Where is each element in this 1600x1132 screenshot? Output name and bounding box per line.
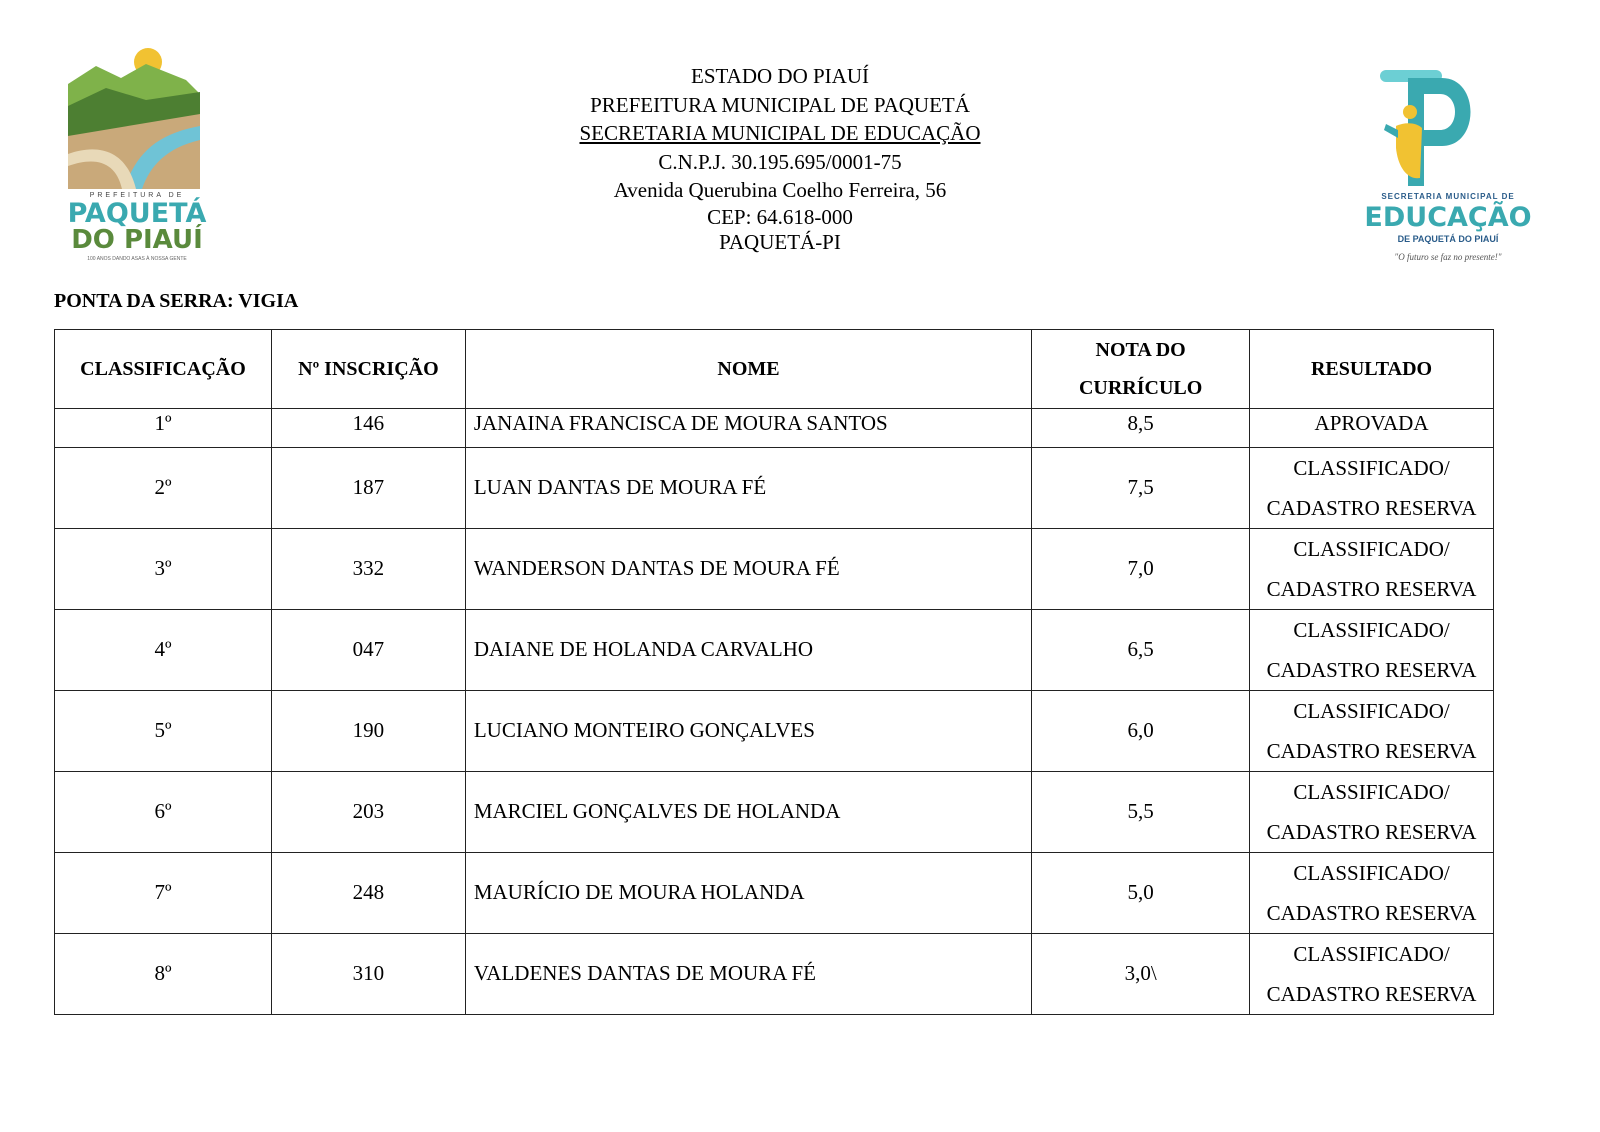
table-row — [55, 610, 1494, 691]
cell-classificacao: 2º — [55, 448, 272, 529]
logo-right-slogan: "O futuro se faz no presente!" — [1394, 252, 1502, 262]
col-header-nota-line2: CURRÍCULO — [1078, 377, 1203, 399]
cell-resultado — [1250, 934, 1494, 1015]
cell-resultado-line1: APROVADA — [1314, 411, 1429, 435]
cell-nota: 7,0 — [1032, 529, 1250, 610]
cell-resultado-line1: CLASSIFICADO/ — [1293, 618, 1450, 642]
cell-resultado — [1250, 610, 1494, 691]
table-header-row — [55, 330, 1494, 409]
header-cnpj: C.N.P.J. 30.195.695/0001-75 — [658, 149, 902, 174]
header-secretaria: SECRETARIA MUNICIPAL DE EDUCAÇÃO — [579, 121, 981, 145]
secretaria-logo — [1364, 68, 1532, 274]
table-row — [55, 691, 1494, 772]
logo-left-tagline: 100 ANOS DANDO ASAS À NOSSA GENTE — [87, 256, 187, 262]
section-title: PONTA DA SERRA: VIGIA — [54, 290, 299, 312]
table-row — [55, 529, 1494, 610]
cell-nota: 6,5 — [1032, 610, 1250, 691]
cell-inscricao: 310 — [271, 934, 465, 1015]
cell-nome: VALDENES DANTAS DE MOURA FÉ — [465, 934, 1031, 1015]
col-header-classificacao: CLASSIFICAÇÃO — [55, 330, 272, 409]
cell-nota: 5,0 — [1032, 853, 1250, 934]
cell-nome: WANDERSON DANTAS DE MOURA FÉ — [465, 529, 1031, 610]
logo-left-line2: DO PIAUÍ — [71, 225, 203, 255]
cell-classificacao: 7º — [55, 853, 272, 934]
table-row — [55, 853, 1494, 934]
cell-nome: LUAN DANTAS DE MOURA FÉ — [465, 448, 1031, 529]
cell-classificacao: 3º — [55, 529, 272, 610]
col-header-nome: NOME — [465, 330, 1031, 409]
cell-resultado-line1: CLASSIFICADO/ — [1293, 780, 1450, 804]
logo-right-line3: DE PAQUETÁ DO PIAUÍ — [1397, 234, 1499, 244]
cell-resultado-line2: CADASTRO RESERVA — [1266, 658, 1477, 682]
cell-inscricao: 187 — [271, 448, 465, 529]
cell-nota: 5,5 — [1032, 772, 1250, 853]
cell-inscricao: 332 — [271, 529, 465, 610]
logo-left-top-text: PREFEITURA DE — [89, 192, 185, 199]
header-state: ESTADO DO PIAUÍ — [691, 64, 869, 88]
cell-classificacao: 5º — [55, 691, 272, 772]
cell-resultado-line1: CLASSIFICADO/ — [1293, 456, 1450, 480]
cell-nota: 8,5 — [1032, 409, 1250, 448]
cell-resultado-line2: CADASTRO RESERVA — [1266, 982, 1477, 1006]
cell-resultado-line1: CLASSIFICADO/ — [1293, 537, 1450, 561]
cell-inscricao: 190 — [271, 691, 465, 772]
cell-nome: MARCIEL GONÇALVES DE HOLANDA — [465, 772, 1031, 853]
header-prefeitura: PREFEITURA MUNICIPAL DE PAQUETÁ — [590, 92, 970, 117]
cell-resultado — [1250, 691, 1494, 772]
cell-resultado — [1250, 772, 1494, 853]
table-row — [55, 448, 1494, 529]
header-address: Avenida Querubina Coelho Ferreira, 56 — [613, 178, 947, 202]
cell-classificacao: 8º — [55, 934, 272, 1015]
cell-nome: MAURÍCIO DE MOURA HOLANDA — [465, 853, 1031, 934]
cell-inscricao: 203 — [271, 772, 465, 853]
cell-resultado-line1: CLASSIFICADO/ — [1293, 861, 1450, 885]
results-table — [54, 329, 1494, 1015]
col-header-nota — [1032, 330, 1250, 409]
cell-nota: 6,0 — [1032, 691, 1250, 772]
table-row — [55, 409, 1494, 448]
cell-nota: 7,5 — [1032, 448, 1250, 529]
cell-resultado-line2: CADASTRO RESERVA — [1266, 577, 1477, 601]
cell-inscricao: 146 — [271, 409, 465, 448]
cell-inscricao: 248 — [271, 853, 465, 934]
cell-nome: DAIANE DE HOLANDA CARVALHO — [465, 610, 1031, 691]
cell-classificacao: 6º — [55, 772, 272, 853]
col-header-resultado: RESULTADO — [1250, 330, 1494, 409]
cell-resultado-line2: CADASTRO RESERVA — [1266, 901, 1477, 925]
cell-resultado-line2: CADASTRO RESERVA — [1266, 739, 1477, 763]
document-header — [0, 62, 1560, 255]
header-cep: CEP: 64.618-000 — [707, 204, 853, 229]
cell-resultado — [1250, 529, 1494, 610]
cell-nota: 3,0\ — [1032, 934, 1250, 1015]
cell-resultado-line1: CLASSIFICADO/ — [1293, 699, 1450, 723]
cell-classificacao: 4º — [55, 610, 272, 691]
logo-right-line2: EDUCAÇÃO — [1364, 202, 1532, 233]
secretaria-logo-icon — [1368, 68, 1528, 190]
logo-left-line1: PAQUETÁ — [67, 198, 207, 229]
cell-nome: LUCIANO MONTEIRO GONÇALVES — [465, 691, 1031, 772]
cell-resultado — [1250, 853, 1494, 934]
cell-inscricao: 047 — [271, 610, 465, 691]
table-row — [55, 934, 1494, 1015]
cell-resultado-line2: CADASTRO RESERVA — [1266, 496, 1477, 520]
logo-right-line1: SECRETARIA MUNICIPAL DE — [1381, 192, 1515, 201]
table-row — [55, 772, 1494, 853]
cell-resultado — [1250, 409, 1494, 448]
cell-resultado-line1: CLASSIFICADO/ — [1293, 942, 1450, 966]
cell-resultado — [1250, 448, 1494, 529]
col-header-inscricao: Nº INSCRIÇÃO — [271, 330, 465, 409]
header-city: PAQUETÁ-PI — [719, 229, 841, 254]
cell-classificacao: 1º — [55, 409, 272, 448]
cell-resultado-line2: CADASTRO RESERVA — [1266, 820, 1477, 844]
col-header-nota-line1: NOTA DO — [1095, 339, 1186, 361]
cell-nome: JANAINA FRANCISCA DE MOURA SANTOS — [465, 409, 1031, 448]
